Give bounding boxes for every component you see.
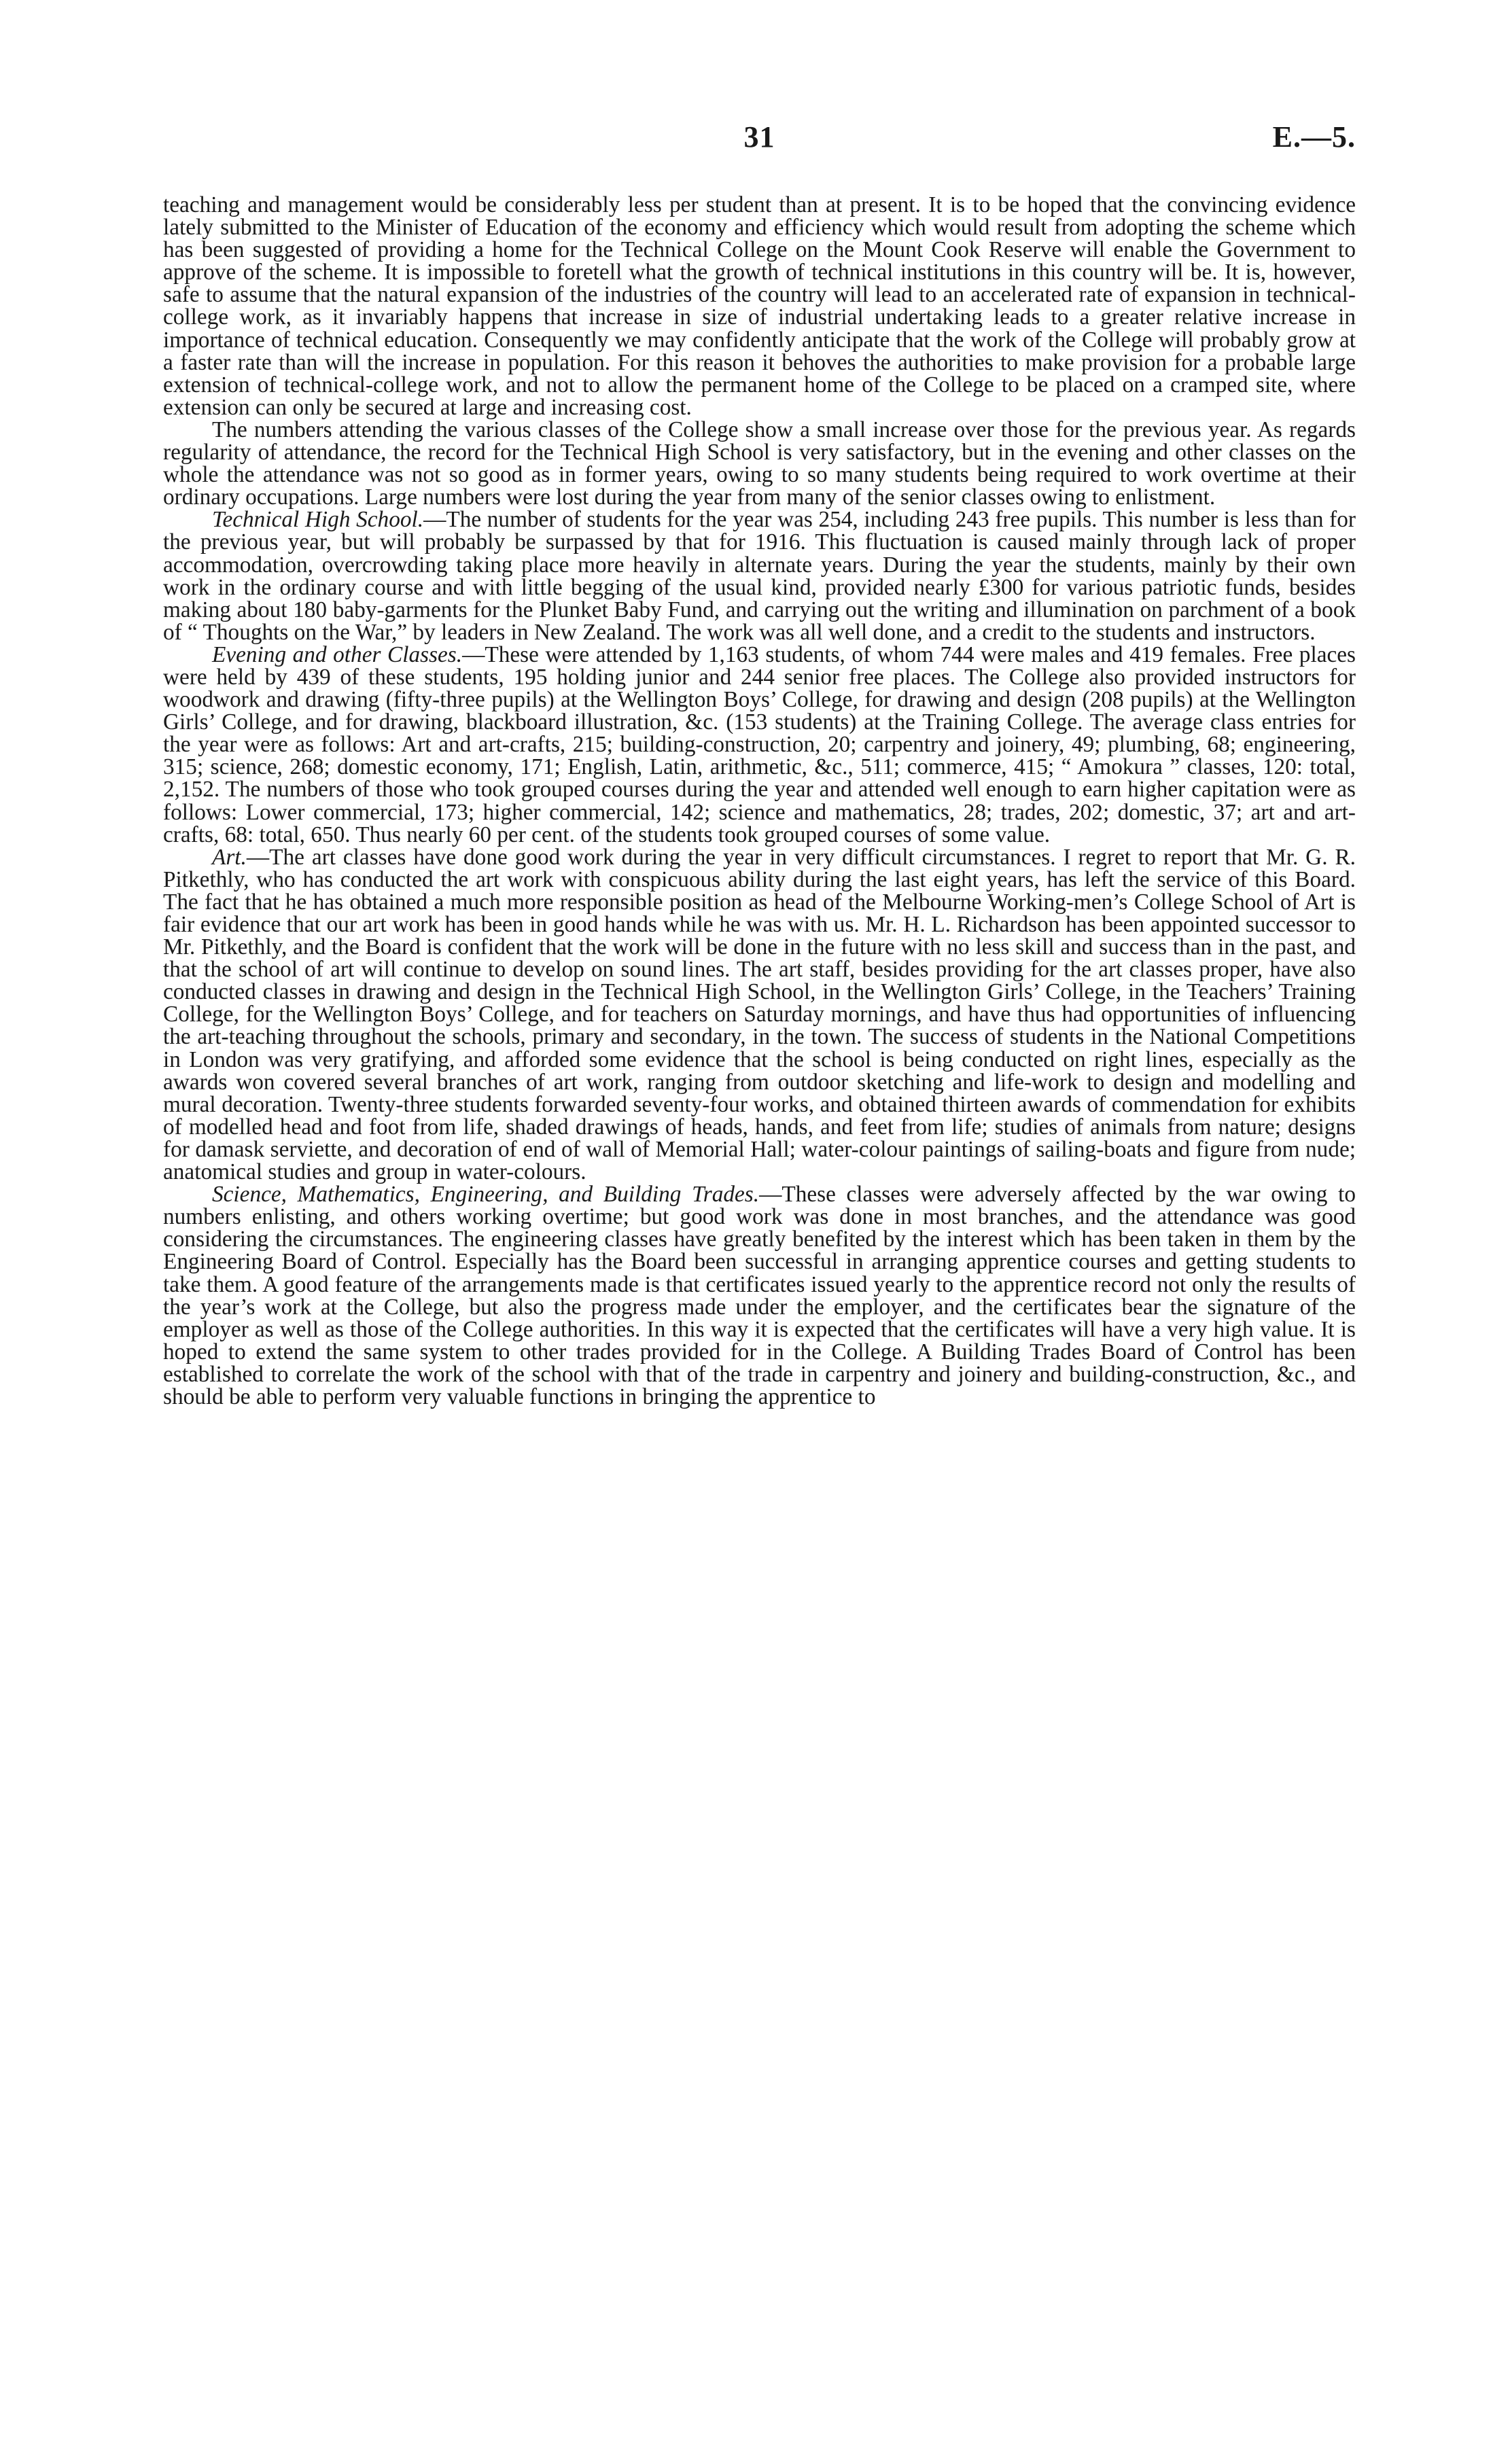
report-body xyxy=(163,194,1356,1408)
section-heading: Art. xyxy=(212,844,247,870)
paragraph-science-engineering xyxy=(163,1183,1356,1408)
page-header xyxy=(163,120,1356,174)
paragraph-art xyxy=(163,846,1356,1183)
section-heading: Technical High School. xyxy=(212,507,424,533)
paragraph-technical-high-school xyxy=(163,508,1356,644)
section-heading: Science, Mathematics, Engineering, and Building Trades. xyxy=(212,1182,760,1208)
document-reference: E.—5. xyxy=(1272,120,1356,154)
paragraph-attendance xyxy=(163,419,1356,508)
paragraph-evening-classes xyxy=(163,641,1356,847)
paragraph-text: —The number of students for the year was 254, including 243 free pupils. This number is less than for the previous year, but will probably be surpassed by that for 1916. This fluctuation is caused mainly through lack of proper accommodation, overcrowding taking place more heavily in alternate years. During the year the students, mainly by their own work in the ordinary course and with little begging of the usual kind, provided nearly £300 for various patriotic funds, besides making about 180 baby-garments for the Plunket Baby Fund, and carrying out the writing and illumination on parchment of a book of “ Thoughts on the War,” by leaders in New Zealand. The work was all well done, and a credit to the students and instructors. xyxy=(163,507,1356,645)
paragraph-text: teaching and management would be considerably less per student than at present. It is to be hoped that the convincing evidence lately submitted to the Minister of Education of the economy and efficiency which would result from adopting the scheme which has been suggested of providing a home for the Technical College on the Mount Cook Reserve will enable the Government to approve of the scheme. It is impossible to foretell what the growth of technical institutions in this country will be. It is, however, safe to assume that the natural expansion of the industries of the country will lead to an accelerated rate of expansion in technical-college work, as it invariably happens that increase in size of industrial undertaking leads to a greater relative increase in importance of technical education. Consequently we may confidently anticipate that the work of the College will probably grow at a faster rate than will the increase in population. For this reason it behoves the authorities to make provision for a probable large extension of technical-college work, and not to allow the permanent home of the College to be placed on a cramped site, where extension can only be secured at large and increasing cost. xyxy=(163,192,1356,420)
paragraph-text: —These were attended by 1,163 students, of whom 744 were males and 419 females. Free places were held by 439 of these students, 195 holding junior and 244 senior free places. The College also provided instructors for woodwork and drawing (fifty-three pupils) at the Wellington Boys’ College, for drawing and design (208 pupils) at the Wellington Girls’ College, and for drawing, blackboard illustration, &c. (153 students) at the Training College. The average class entries for the year were as follows: Art and art-crafts, 215; building-construction, 20; carpentry and joinery, 49; plumbing, 68; engineering, 315; science, 268; domestic economy, 171; English, Latin, arithmetic, &c., 511; commerce, 415; “ Amokura ” classes, 120: total, 2,152. The numbers of those who took grouped courses during the year and attended well enough to earn higher capitation were as follows: Lower commercial, 173; higher commercial, 142; science and mathematics, 28; trades, 202; domestic, 37; art and art-crafts, 68: total, 650. Thus nearly 60 per cent. of the students took grouped courses of some value. xyxy=(163,641,1356,847)
paragraph-intro xyxy=(163,194,1356,419)
page-number: 31 xyxy=(743,120,775,154)
paragraph-text: The numbers attending the various classes of the College show a small increase over those for the previous year. As regards regularity of attendance, the record for the Technical High School is very satisfactory, but in the evening and other classes on the whole the attendance was not so good as in former years, owing to so many students being required to work overtime at their ordinary occupations. Large numbers were lost during the year from many of the senior classes owing to enlistment. xyxy=(163,417,1356,510)
paragraph-text: —These classes were adversely affected by the war owing to numbers enlisting, and others working overtime; but good work was done in most branches, and the attendance was good considering the circumstances. The engineering classes have greatly benefited by the interest which has been taken in them by the Engineering Board of Control. Especially has the Board been successful in arranging apprentice courses and getting students to take them. A good feature of the arrangements made is that certificates issued yearly to the apprentice record not only the results of the year’s work at the College, but also the progress made under the employer, and the certificates bear the signature of the employer as well as those of the College authorities. In this way it is expected that the certificates will have a very high value. It is hoped to extend the same system to other trades provided for in the College. A Building Trades Board of Control has been established to correlate the work of the school with that of the trade in carpentry and joinery and building-construction, &c., and should be able to perform very valuable functions in bringing the apprentice to xyxy=(163,1182,1356,1409)
paragraph-text: —The art classes have done good work during the year in very difficult circumstances. I regret to report that Mr. G. R. Pitkethly, who has conducted the art work with conspicuous ability during the last eight years, has left the service of this Board. The fact that he has obtained a much more responsible position as head of the Melbourne Working-men’s College School of Art is fair evidence that our art work has been in good hands while he was with us. Mr. H. L. Richardson has been appointed successor to Mr. Pitkethly, and the Board is confident that the work will be done in the future with no less skill and success than in the past, and that the school of art will continue to develop on sound lines. The art staff, besides providing for the art classes proper, have also conducted classes in drawing and design in the Technical High School, in the Wellington Girls’ College, in the Teachers’ Training College, for the Wellington Boys’ College, and for teachers on Saturday mornings, and have thus had opportunities of influencing the art-teaching throughout the schools, primary and secondary, in the town. The success of students in the National Competitions in London was very gratifying, and afforded some evidence that the school is being conducted on right lines, especially as the awards won covered several branches of art work, ranging from outdoor sketching and life-work to design and modelling and mural decoration. Twenty-three students forwarded seventy-four works, and obtained thirteen awards of commendation for exhibits of modelled head and foot from life, shaded drawings of heads, hands, and feet from life; studies of animals from nature; designs for damask serviette, and decoration of end of wall of Memorial Hall; water-colour paintings of sailing-boats and figure from nude; anatomical studies and group in water-colours. xyxy=(163,844,1356,1185)
section-heading: Evening and other Classes. xyxy=(212,641,463,667)
